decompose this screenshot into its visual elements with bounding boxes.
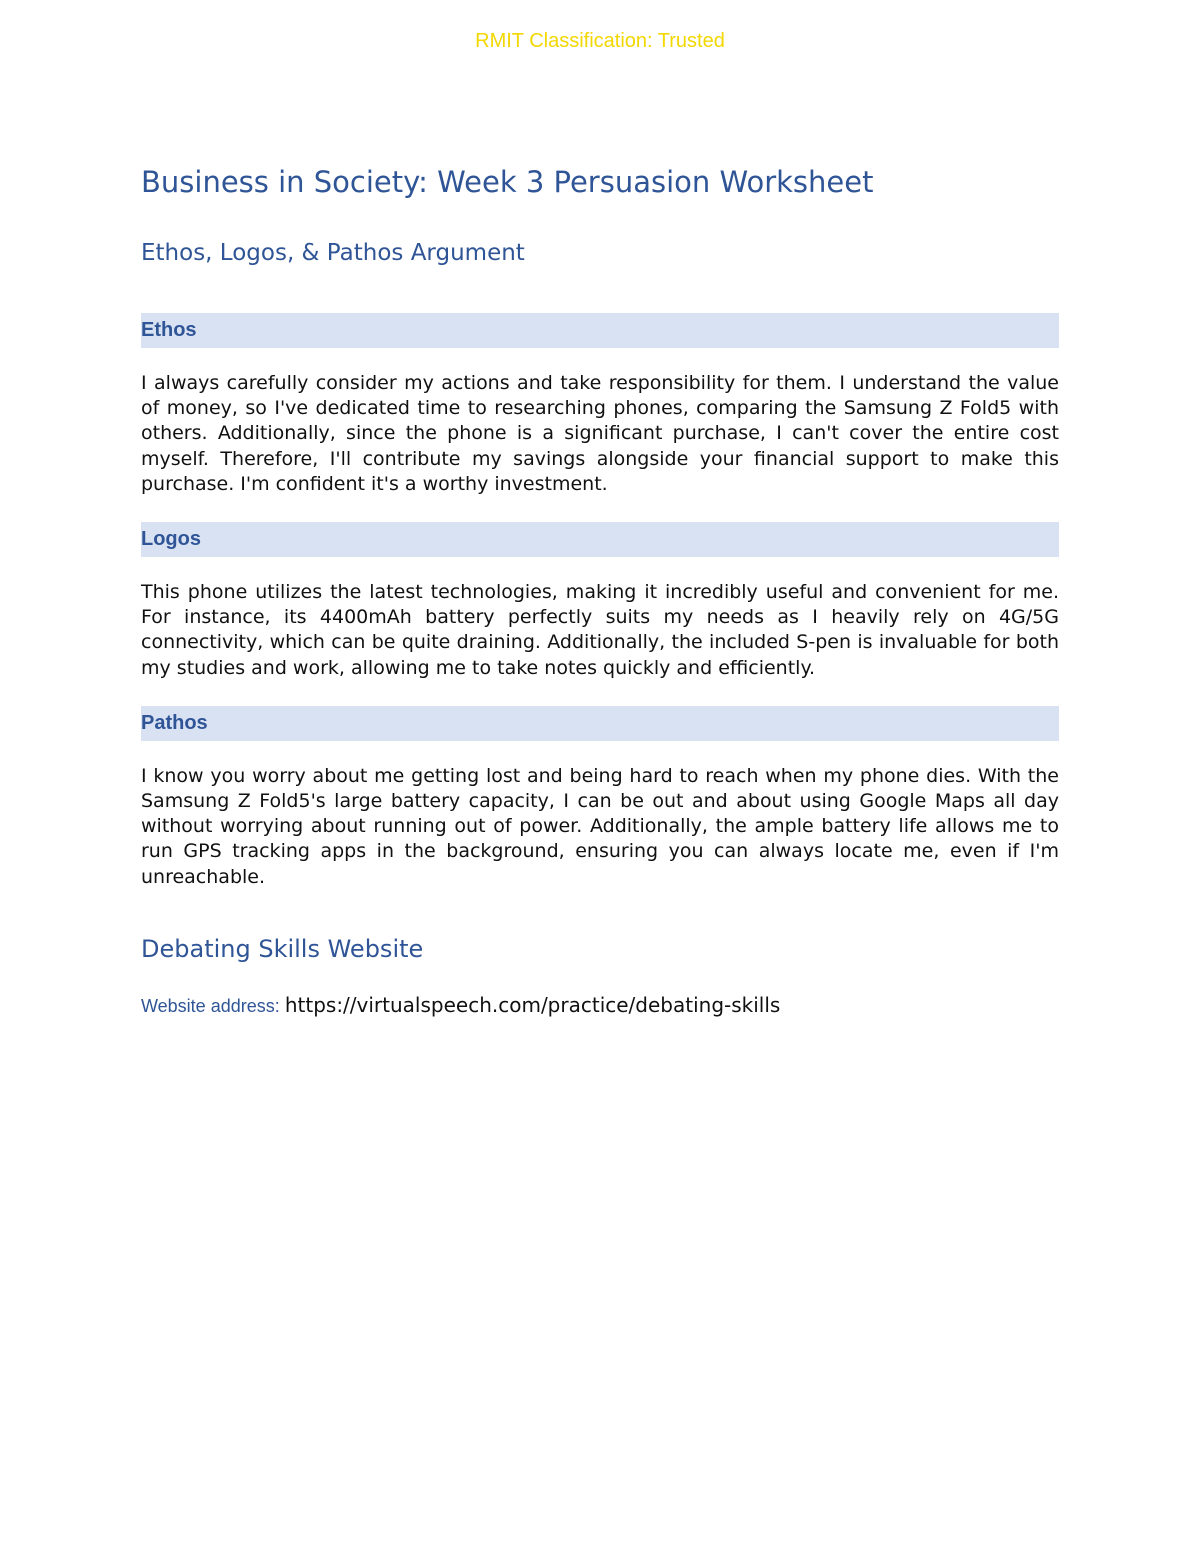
- classification-label: RMIT Classification: Trusted: [475, 30, 725, 52]
- section-heading-logos: Logos: [141, 522, 1059, 557]
- section-body-logos: This phone utilizes the latest technologies, making it incredibly useful and convenient for me. For instance, its 4400mAh battery perfectly suits my needs as I heavily rely on 4G/5G connectivity, which can be quite draining. Additionally, the included S-pen is invaluable for both my studies and work, allowing me to take notes quickly and efficiently.: [141, 581, 1059, 679]
- document-body: [141, 160, 1059, 1021]
- section-body-pathos: I know you worry about me getting lost and being hard to reach when my phone dies. With the Samsung Z Fold5's large battery capacity, I can be out and about using Google Maps all day without worrying about running out of power. Additionally, the ample battery life allows me to run GPS tracking apps in the background, ensuring you can always locate me, even if I'm unreachable.: [141, 764, 1059, 888]
- document-title: Business in Society: Week 3 Persuasion Worksheet: [141, 165, 874, 199]
- website-address-line: [141, 991, 1059, 1021]
- document-subtitle: Ethos, Logos, & Pathos Argument: [141, 240, 525, 266]
- website-url-link[interactable]: https://virtualspeech.com/practice/debating-skills: [284, 992, 781, 1017]
- section-heading-pathos: Pathos: [141, 706, 1059, 741]
- website-heading: Debating Skills Website: [141, 934, 424, 963]
- website-address-label: Website address:: [141, 995, 280, 1016]
- section-body-ethos: I always carefully consider my actions and take responsibility for them. I understand the value of money, so I've dedicated time to researching phones, comparing the Samsung Z Fold5 with others. Additionally, since the phone is a significant purchase, I can't cover the entire cost myself. Therefore, I'll contribute my savings alongside your financial support to make this purchase. I'm confident it's a worthy investment.: [141, 372, 1059, 495]
- section-heading-ethos: Ethos: [141, 313, 1059, 348]
